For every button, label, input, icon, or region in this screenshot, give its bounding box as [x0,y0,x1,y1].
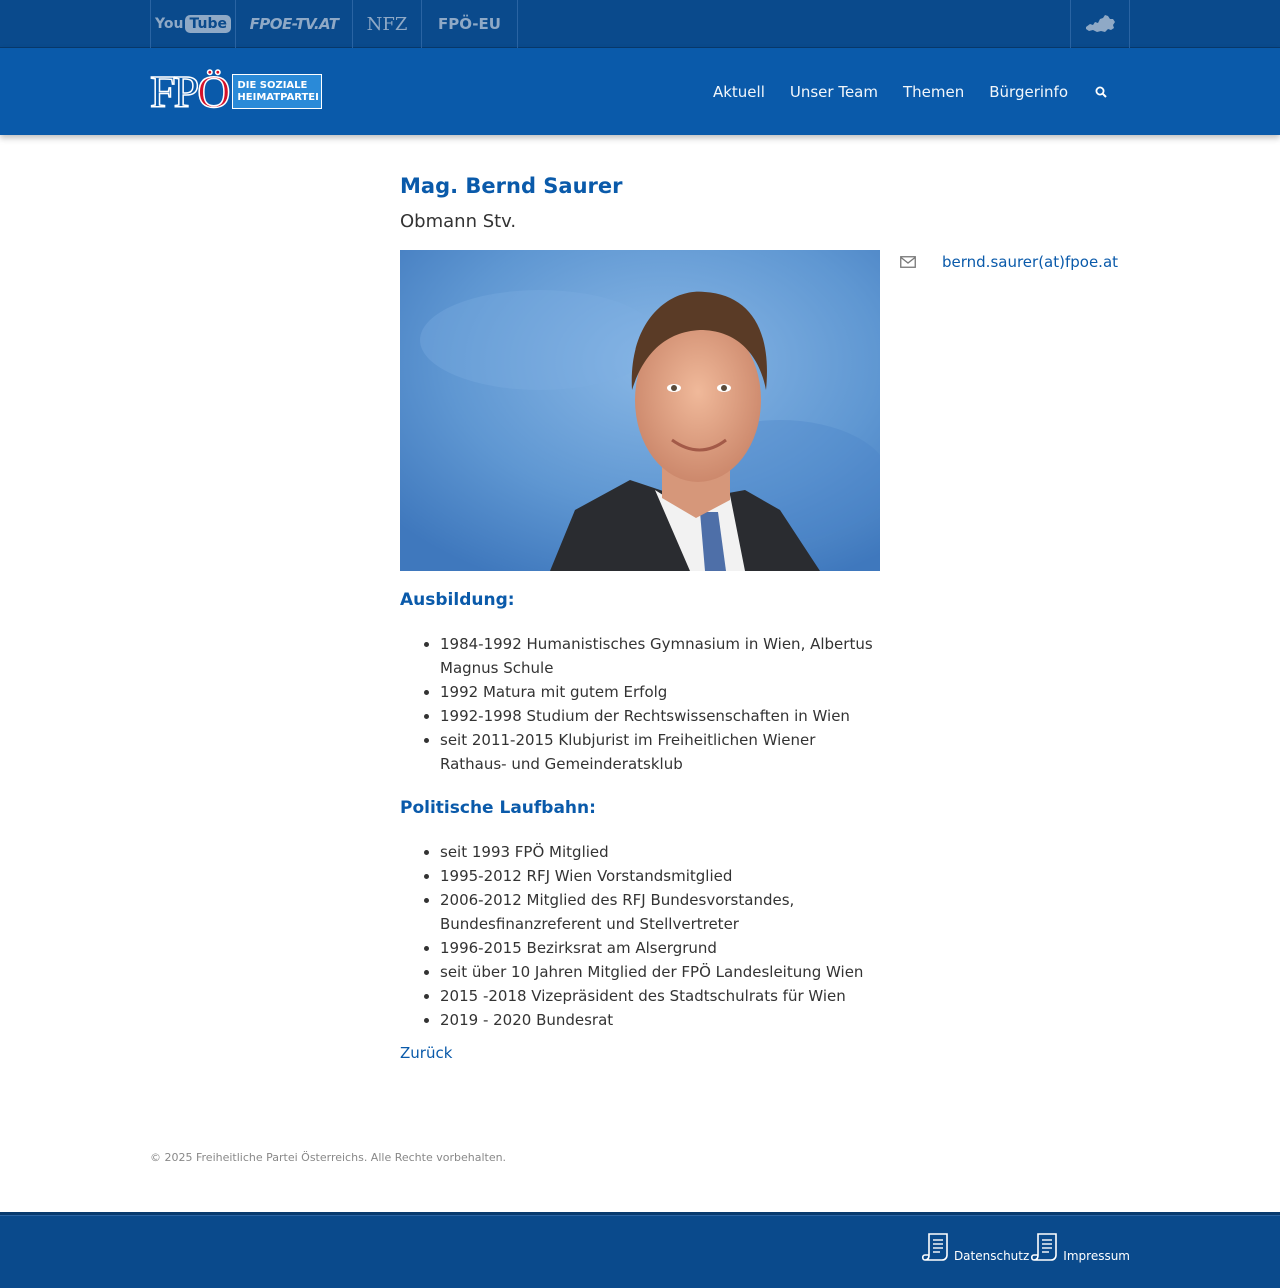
fpoe-logo[interactable]: F P Ö DIE SOZIALE HEIMATPARTEI [150,71,346,112]
career-title: Politische Laufbahn: [400,798,596,818]
education-list [400,632,880,776]
list-item: • 1996-2015 Bezirksrat am Alsergrund [440,936,880,960]
person-detail [400,170,1130,1065]
main-nav [688,48,1130,135]
person-role: Obmann Stv. [400,211,517,232]
career-list [400,840,880,1032]
footer-link-impressum[interactable] [1029,1231,1130,1263]
footer-link-datenschutz[interactable] [920,1231,1029,1263]
document-scroll-icon [920,1231,952,1263]
top-bar [0,0,1280,48]
austria-map-icon [1084,13,1116,35]
person-photo [400,250,880,571]
footer-link-label: Datenschutz [953,1249,1030,1263]
search-button[interactable] [1094,85,1108,99]
list-item: • 2019 - 2020 Bundesrat [440,1008,880,1032]
list-item: • 2015 -2018 Vizepräsident des Stadtschulrats für Wien [440,984,880,1008]
photo-contact-row [400,250,1130,571]
list-item: • 2006-2012 Mitglied des RFJ Bundesvorstandes, Bundesfinanzreferent und Stellvertreter [440,888,880,936]
contact-email [900,250,1130,274]
youtube-logo: You Tube [155,15,231,33]
footer-links [920,1231,1130,1263]
document-scroll-icon [1029,1231,1061,1263]
austria-map-button[interactable] [1070,0,1130,48]
nav-item-buergerinfo[interactable]: Bürgerinfo [989,82,1068,101]
education-title: Ausbildung: [400,590,515,610]
nav-item-themen[interactable]: Themen [903,82,965,101]
person-name: Mag. Bernd Saurer [400,174,623,198]
list-item: • seit über 10 Jahren Mitglied der FPÖ Landesleitung Wien [440,960,880,984]
fpoe-tv-link[interactable]: FPOE-TV.AT [235,0,352,48]
list-item: • 1995-2012 RFJ Wien Vorstandsmitglied [440,864,880,888]
logo-tagline: DIE SOZIALE HEIMATPARTEI [232,74,322,109]
main-header [0,48,1280,135]
list-item: • seit 2011-2015 Klubjurist im Freiheitlichen Wiener Rathaus- und Gemeinderatsklub [440,728,880,776]
search-icon [1095,86,1107,98]
list-item: • 1992 Matura mit gutem Erfolg [440,680,880,704]
envelope-icon [900,256,916,268]
list-item: • 1992-1998 Studium der Rechtswissenschaften in Wien [440,704,880,728]
footer-link-label: Impressum [1063,1249,1130,1263]
external-links [150,0,1130,48]
list-item: • seit 1993 FPÖ Mitglied [440,840,880,864]
email-link[interactable]: bernd.saurer(at)fpoe.at [942,253,1119,271]
nav-item-aktuell[interactable]: Aktuell [712,82,765,101]
back-link[interactable]: Zurück [400,1044,453,1062]
youtube-link[interactable] [150,0,235,48]
nfz-link[interactable]: NFZ [352,0,421,48]
footer [0,1212,1280,1288]
copyright-text: © 2025 Freiheitliche Partei Österreichs. Alle Rechte vorbehalten. [150,1151,507,1164]
nav-item-unser-team[interactable]: Unser Team [789,82,878,101]
fpoe-eu-link[interactable]: FPÖ-EU [421,0,518,48]
list-item: • 1984-1992 Humanistisches Gymnasium in Wien, Albertus Magnus Schule [440,632,880,680]
